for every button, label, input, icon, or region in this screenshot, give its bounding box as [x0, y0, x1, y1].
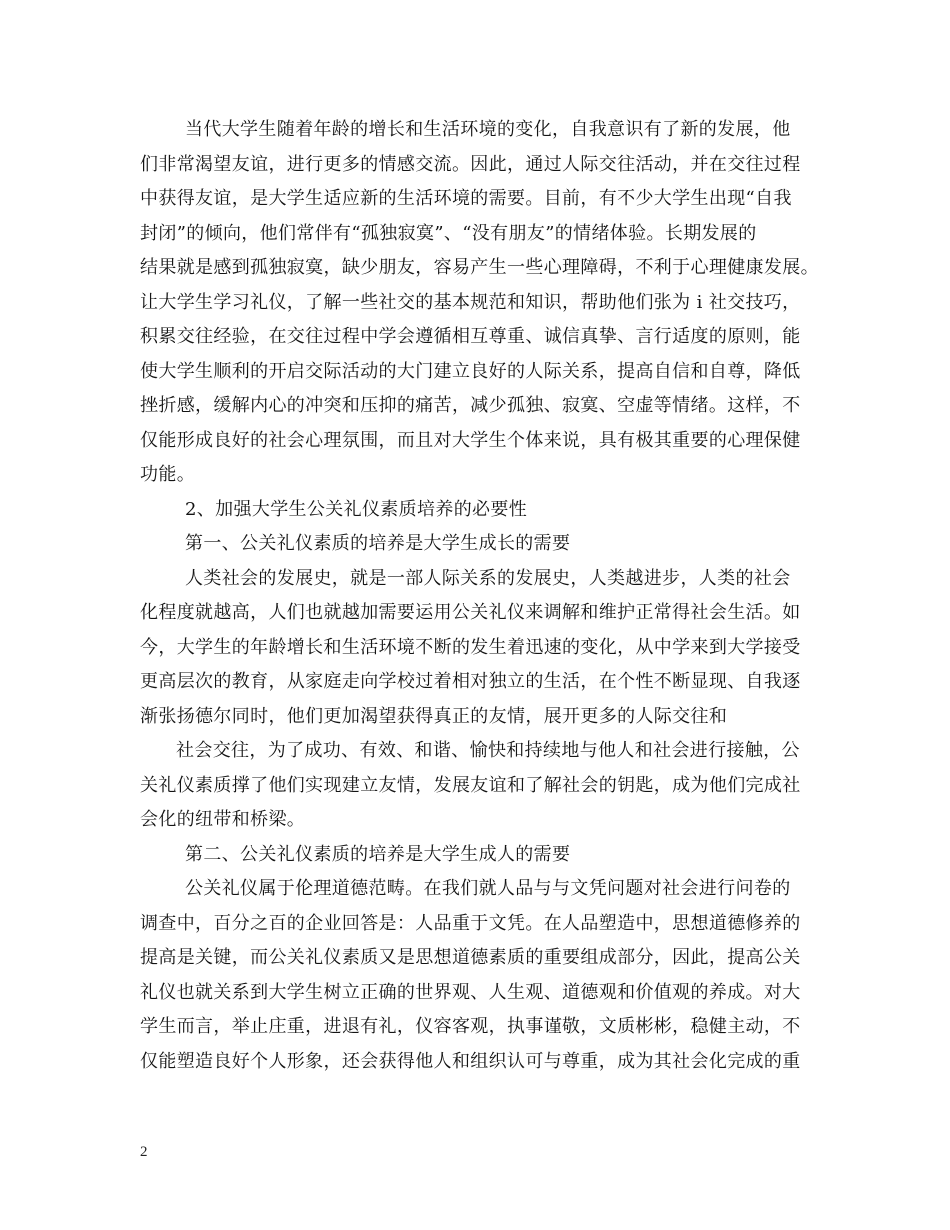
text-line-28: 仅能塑造良好个人形象，还会获得他人和组织认可与尊重，成为其社会化完成的重 [140, 1050, 801, 1072]
section-heading: 2、加强大学生公关礼仪素质培养的必要性 [185, 498, 528, 520]
text-line-20: 关礼仪素质撑了他们实现建立友情，发展友谊和了解社会的钥匙，成为他们完成社 [140, 774, 801, 796]
text-line-2: 们非常渴望友谊，进行更多的情感交流。因此，通过人际交往活动，并在交往过程 [140, 153, 801, 175]
body-text [140, 113, 826, 1079]
text-line-24: 调查中，百分之百的企业回答是：人品重于文凭。在人品塑造中，思想道德修养的 [140, 912, 801, 934]
subheading-2: 第二、公关礼仪素质的培养是大学生成人的需要 [185, 843, 571, 865]
text-line-3: 中获得友谊，是大学生适应新的生活环境的需要。目前，有不少大学生出现“自我 [140, 188, 792, 209]
text-line-4: 封闭”的倾向，他们常伴有“孤独寂寞”、“没有朋友”的情绪体验。长期发展的 [140, 222, 757, 244]
text-line-7: 积累交往经验，在交往过程中学会遵循相互尊重、诚信真挚、言行适度的原则，能 [140, 326, 801, 347]
text-line-27: 学生而言，举止庄重，进退有礼，仪容客观，执事谨敬，文质彬彬，稳健主动，不 [140, 1016, 801, 1037]
subheading-1: 第一、公关礼仪素质的培养是大学生成长的需要 [185, 533, 571, 554]
text-line-1: 当代大学生随着年龄的增长和生活环境的变化，自我意识有了新的发展，他 [185, 119, 791, 140]
page-number: 2 [140, 1144, 148, 1160]
text-line-21: 会化的纽带和桥梁。 [140, 809, 306, 830]
text-line-25: 提高是关键，而公关礼仪素质又是思想道德素质的重要组成部分，因此，提高公关 [140, 947, 801, 968]
text-line-15: 化程度就越高，人们也就越加需要运用公关礼仪来调解和维护正常得社会生活。如 [140, 602, 801, 623]
text-line-8: 使大学生顺利的开启交际活动的大门建立良好的人际关系，提高自信和自尊，降低 [140, 360, 801, 382]
text-line-6: 让大学生学习礼仪，了解一些社交的基本规范和知识，帮助他们张为 i 社交技巧， [140, 291, 801, 313]
text-line-26: 礼仪也就关系到大学生树立正确的世界观、人生观、道德观和价值观的养成。对大 [140, 981, 801, 1003]
text-line-19: 社会交往，为了成功、有效、和谐、愉快和持续地与他人和社会进行接触，公 [176, 740, 800, 761]
text-line-18: 渐张扬德尔同时，他们更加渴望获得真正的友情，展开更多的人际交往和 [140, 705, 728, 727]
text-line-14: 人类社会的发展史，就是一部人际关系的发展史，人类越进步，人类的社会 [185, 567, 791, 589]
text-line-17: 更高层次的教育，从家庭走向学校过着相对独立的生活，在个性不断显现、自我逐 [140, 671, 801, 692]
text-line-16: 今，大学生的年龄增长和生活环境不断的发生着迅速的变化，从中学来到大学接受 [140, 636, 801, 658]
text-line-10: 仅能形成良好的社会心理氛围，而且对大学生个体来说，具有极其重要的心理保健 [140, 429, 801, 451]
text-line-23: 公关礼仪属于伦理道德范畴。在我们就人品与与文凭问题对社会进行问卷的 [185, 878, 791, 899]
text-line-5: 结果就是感到孤独寂寞，缺少朋友，容易产生一些心理障碍，不利于心理健康发展。 [140, 257, 819, 278]
text-line-9: 挫折感，缓解内心的冲突和压抑的痛苦，减少孤独、寂寞、空虚等情绪。这样，不 [140, 395, 801, 416]
text-line-11: 功能。 [140, 464, 196, 485]
